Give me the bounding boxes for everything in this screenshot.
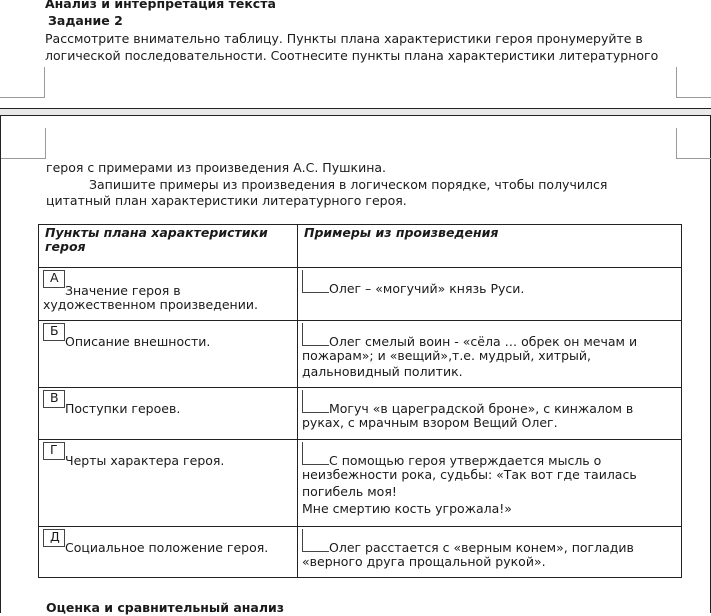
plan-item-cell	[39, 321, 298, 388]
example-text: Олег смелый воин - «сёла … обрек он мечам и	[329, 334, 638, 349]
example-text: неизбежности рока, судьбы: «Так вот где таилась	[302, 467, 637, 482]
example-cell[interactable]	[298, 268, 682, 321]
table-header-row	[39, 225, 682, 268]
instruction-line: Рассмотрите внимательно таблицу. Пункты плана характеристики героя пронумеруйте в	[45, 31, 643, 46]
answer-box-letter: Д	[43, 529, 65, 547]
answer-box[interactable]	[302, 442, 329, 465]
example-text: С помощью героя утверждается мысль о	[329, 453, 602, 468]
example-text: «верного друга прощальной рукой».	[302, 554, 546, 569]
task-title: Задание 2	[48, 13, 123, 28]
example-text: Олег расстается с «верным конем», погладив	[329, 540, 634, 555]
plan-item-cell	[39, 268, 298, 321]
body-line: цитатный план характеристики литературного героя.	[46, 193, 407, 208]
example-text: Могуч «в цареградской броне», с кинжалом в	[329, 401, 634, 416]
answer-box[interactable]	[302, 323, 329, 346]
plan-item-text: Социальное положение героя.	[65, 540, 269, 555]
next-section-heading: Оценка и сравнительный анализ	[46, 600, 285, 615]
example-text: Мне смертию кость угрожала!»	[302, 501, 512, 516]
example-text: погибель моя!	[302, 484, 397, 499]
plan-item-text: Поступки героев.	[65, 401, 181, 416]
plan-item-text: художественном произведении.	[43, 297, 258, 312]
plan-item-cell	[39, 440, 298, 527]
plan-item-text: Значение героя в	[65, 283, 181, 298]
plan-item-cell	[39, 388, 298, 440]
example-text: Олег – «могучий» князь Руси.	[329, 281, 525, 296]
example-text: дальновидный политик.	[302, 364, 463, 379]
table-row	[39, 321, 682, 388]
table-row	[39, 440, 682, 527]
table-row	[39, 388, 682, 440]
header-plan-items: Пункты плана характеристики героя	[39, 225, 298, 268]
character-plan-table	[38, 224, 682, 578]
header-examples: Примеры из произведения	[298, 225, 682, 268]
document-page	[0, 115, 711, 613]
instruction-line: логической последовательности. Соотнесите пункты плана характеристики литературного	[45, 48, 659, 63]
example-cell[interactable]	[298, 527, 682, 578]
table-row	[39, 268, 682, 321]
section-heading: Анализ и интерпретация текста	[45, 0, 276, 11]
margin-corner-mark	[0, 67, 45, 98]
margin-corner-mark	[676, 128, 711, 159]
plan-item-cell	[39, 527, 298, 578]
example-cell[interactable]	[298, 321, 682, 388]
table-row	[39, 527, 682, 578]
answer-box[interactable]	[302, 529, 329, 552]
answer-box-letter: В	[43, 390, 65, 408]
margin-corner-mark	[676, 67, 711, 98]
plan-item-text: Черты характера героя.	[65, 453, 225, 468]
body-line: героя с примерами из произведения А.С. Пушкина.	[46, 160, 387, 175]
answer-box-letter: Б	[43, 323, 65, 341]
example-cell[interactable]	[298, 388, 682, 440]
plan-item-text: Описание внешности.	[65, 334, 211, 349]
example-cell[interactable]	[298, 440, 682, 527]
answer-box[interactable]	[302, 390, 329, 413]
body-line: Запишите примеры из произведения в логическом порядке, чтобы получился	[89, 177, 608, 192]
answer-box-letter: Г	[43, 442, 65, 460]
example-text: руках, с мрачным взором Вещий Олег.	[302, 415, 558, 430]
answer-box-letter: А	[43, 270, 65, 288]
answer-box[interactable]	[302, 270, 329, 293]
example-text: пожарам»; и «вещий»,т.е. мудрый, хитрый,	[302, 348, 591, 363]
margin-corner-mark	[1, 128, 46, 159]
page-top-fragment	[0, 0, 711, 109]
